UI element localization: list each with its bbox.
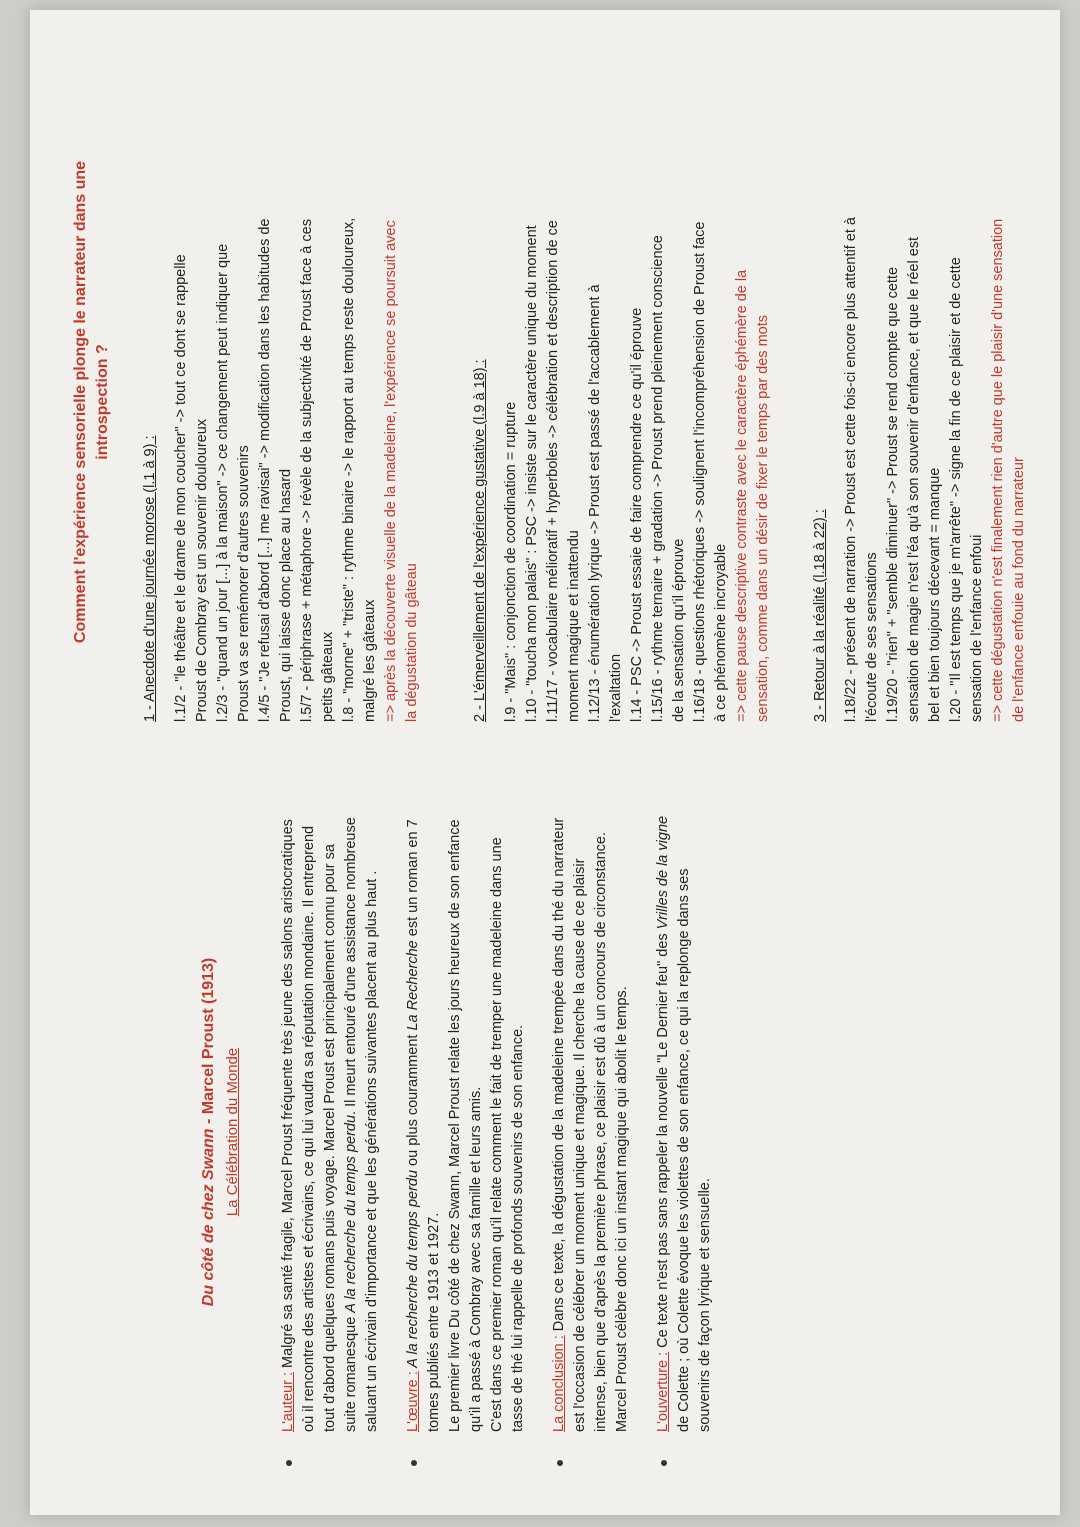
analysis-line: l.8 - "morne" + "triste" : rythme binaire -> le rapport au temps reste douloureux, <box>341 217 357 722</box>
section-1-heading: 1 - Anecdote d'une journée morose (l.1 à 9) : <box>142 435 158 722</box>
bullet-dot <box>557 1460 563 1466</box>
bullet-ouverture <box>653 812 716 1432</box>
rotated-page <box>50 32 1050 1492</box>
bullet-auteur <box>278 812 383 1432</box>
analysis-line: malgré les gâteaux <box>362 599 378 722</box>
analysis-line: de la sensation qu'il éprouve <box>671 538 687 722</box>
analysis-line: moment magique et inattendu <box>566 530 582 722</box>
text-oeuvre-b: est un roman en 7 tomes publiés entre 1913 et 1927. <box>405 819 442 1432</box>
analysis-line: l.5/7 - périphrase + métaphore -> révèle de la subjectivité de Proust face à ces <box>299 219 315 722</box>
text-ouverture-a: Ce texte n'est pas sans rappeler la nouvelle "Le Dernier feu" des <box>655 929 671 1352</box>
analysis-line: l.1/2 - "le théâtre et le drame de mon coucher" -> tout ce dont se rappelle <box>173 254 189 722</box>
section-2-heading: 2 - L'émerveillement de l'expérience gustative (l.9 à 18) : <box>472 359 488 722</box>
text-oeuvre-d: C'est dans ce premier roman qu'il relate comment le fait de tremper une madeleine dans une tasse de thé lui rappelle de profonds souvenirs de son enfance. <box>489 837 526 1432</box>
text-oeuvre-a: ou plus couramment <box>405 1030 421 1170</box>
analysis-line: sensation de l'enfance enfoui <box>969 534 985 722</box>
section-1-conclusion-2: la dégustation du gâteau <box>404 563 420 722</box>
section-2-conclusion-2: sensation, comme dans un désir de fixer le temps par des mots <box>755 315 771 722</box>
document-title <box>198 772 219 1492</box>
title-author: - Marcel Proust (1913) <box>200 957 217 1129</box>
analysis-line: l'exaltation <box>608 653 624 722</box>
right-column <box>50 32 1050 762</box>
analysis-line: à ce phénomène incroyable <box>713 543 729 722</box>
analysis-line: l.4/5 - "Je refusai d'abord [...] me ravisai" -> modification dans les habitudes de <box>257 218 273 722</box>
paper-sheet <box>30 10 1060 1515</box>
analysis-line: petits gâteaux <box>320 631 336 722</box>
section-3-lines <box>841 62 1030 722</box>
analysis-line: Proust, qui laisse donc place au hasard <box>278 468 294 722</box>
bullet-dot <box>411 1460 417 1466</box>
analysis-line: Proust de Combray est un souvenir douloureux <box>194 418 210 722</box>
section-1-conclusion: => après la découverte visuelle de la madeleine, l'expérience se poursuit avec <box>383 220 399 722</box>
analysis-line: l.9 - "Mais" : conjonction de coordination = rupture <box>503 401 519 722</box>
section-2 <box>470 62 774 722</box>
label-oeuvre: L'œuvre : <box>405 1371 421 1432</box>
bullet-dot <box>286 1460 292 1466</box>
section-3-heading: 3 - Retour à la réalité (l.18 à 22) : <box>812 509 828 722</box>
analysis-line: l.15/16 - rythme ternaire + gradation -> Proust prend pleinement conscience <box>650 235 666 722</box>
analysis-line: l.18/22 - présent de narration -> Proust est cette fois-ci encore plus attentif et à <box>843 217 859 722</box>
analysis-line: l.10 - "toucha mon palais" : PSC -> insiste sur le caractère unique du moment <box>524 225 540 722</box>
analysis-line: l.19/20 - "rien" + "semble diminuer" -> Proust se rend compte que cette <box>885 266 901 722</box>
analysis-line: l.20 - "Il est temps que je m'arrête" -> signe la fin de ce plaisir et de cette <box>948 257 964 722</box>
section-1 <box>140 62 423 722</box>
bullet-oeuvre <box>403 812 529 1432</box>
section-3-conclusion: => cette dégustation n'est finalement rien d'autre que le plaisir d'une sensation <box>990 218 1006 722</box>
section-3-conclusion-2: de l'enfance enfouie au fond du narrateur <box>1011 457 1027 722</box>
context-list <box>278 812 736 1432</box>
text-auteur-it: A la recherche du temps perdu <box>343 1114 359 1313</box>
section-3 <box>810 62 1030 722</box>
text-auteur-a: Malgré sa santé fragile, Marcel Proust fréquente très jeune des salons aristocratiques où il rencontre des artistes et écrivains, ce qui lui vaudra sa réputation mondaine. Il entreprend tout d'abord quelques romans puis voyage. Marcel Proust est principalement connu pour sa suite romanesque <box>280 819 359 1432</box>
analysis-line: l.16/18 - questions rhétoriques -> soulignent l'incompréhension de Proust face <box>692 221 708 722</box>
section-2-lines <box>501 62 774 722</box>
analysis-line: l.11/17 - vocabulaire mélioratif + hyperboles -> célébration et description de ce <box>545 220 561 722</box>
left-column <box>50 772 1050 1492</box>
analysis-line: sensation de magie n'est l'éa qu'à son souvenir d'enfance, et que le réel est <box>906 236 922 722</box>
text-oeuvre-it1: A la recherche du temps perdu <box>405 1169 421 1372</box>
section-1-lines <box>171 62 423 722</box>
question-line-2: introspection ? <box>94 344 111 460</box>
analysis-line: Proust va se remémorer d'autres souvenirs <box>236 445 252 722</box>
bullet-dot <box>661 1460 667 1466</box>
text-oeuvre-it2: La Recherche <box>405 940 421 1031</box>
label-auteur: L'auteur : <box>280 1371 296 1432</box>
text-ouverture-it: Vrilles de la vigne <box>655 815 671 930</box>
title-work: Du côté de chez Swann <box>200 1128 217 1307</box>
label-ouverture: L'ouverture : <box>655 1351 671 1432</box>
question-line-1: Comment l'expérience sensorielle plonge le narrateur dans une <box>72 160 89 644</box>
section-2-conclusion: => cette pause descriptive contraste avec le caractère éphémère de la <box>734 269 750 722</box>
analysis-line: l.12/13 - énumération lyrique -> Proust est passé de l'accablement à <box>587 284 603 722</box>
analysis-line: bel et bien toujours décevant = manque <box>927 467 943 722</box>
label-conclusion: La conclusion : <box>551 1335 567 1432</box>
bullet-conclusion <box>549 812 633 1432</box>
text-conclusion: Dans ce texte, la dégustation de la madeleine trempée dans du thé du narrateur est l'occasion de célébrer un moment unique et magique. Il cherche la cause de ce plaisir intense, bien que d'après la première phrase, ce plaisir est dû à un concours de circonstance. Marcel Proust célèbre donc ici un instant magique qui abolit le temps. <box>551 817 630 1432</box>
document-subtitle: La Célébration du Monde <box>224 1047 241 1217</box>
text-ouverture-b: de Colette ; où Colette évoque les violettes de son enfance, ce qui la replonge dans ses souvenirs de façon lyrique et sensuelle. <box>676 868 713 1432</box>
text-auteur-b: . Il meurt entouré d'une assistance nombreuse saluant un écrivain d'importance et que les générations suivantes placent au plus haut . <box>343 817 380 1432</box>
text-oeuvre-c: Le premier livre Du côté de chez Swann, Marcel Proust relate les jours heureux de son enfance qu'il a passé à Combray avec sa famille et leurs amis. <box>447 819 484 1432</box>
analysis-line: l'écoute de ses sensations <box>864 552 880 722</box>
analysis-line: l.14 - PSC -> Proust essaie de faire comprendre ce qu'il éprouve <box>629 307 645 722</box>
problematique-title <box>70 42 114 762</box>
analysis-line: l.2/3 - "quand un jour [...] à la maison" -> ce changement peut indiquer que <box>215 243 231 722</box>
